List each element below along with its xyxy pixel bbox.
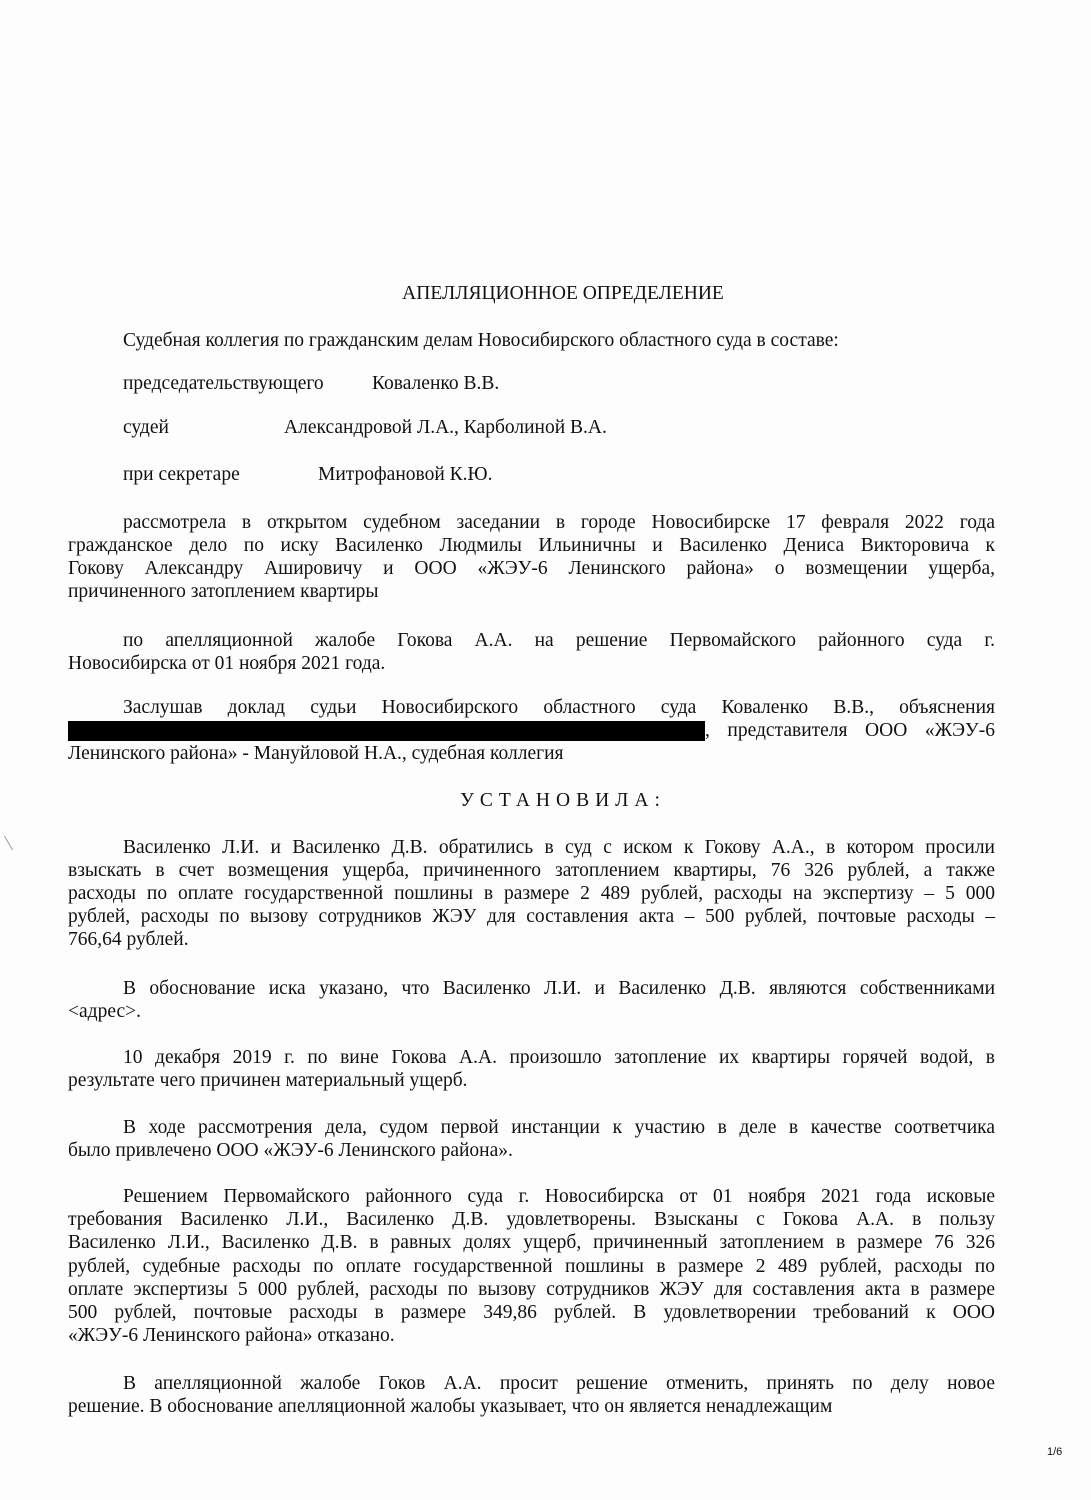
- paragraph-line: взыскать в счет возмещения ущерба, причиненного затоплением квартиры, 76 326 рублей, а также: [68, 860, 995, 881]
- paragraph-line: Новосибирска от 01 ноября 2021 года.: [68, 653, 386, 674]
- paragraph-line: В апелляционной жалобе Гоков А.А. просит решение отменить, принять по делу новое: [123, 1373, 995, 1394]
- paragraph-line: Заслушав доклад судьи Новосибирского областного суда Коваленко В.В., объяснения: [123, 697, 995, 718]
- paragraph-line: причиненного затоплением квартиры: [68, 581, 379, 602]
- paragraph-line: Ленинского района» - Мануйловой Н.А., судебная коллегия: [68, 743, 564, 764]
- paragraph-line: результате чего причинен материальный ущерб.: [68, 1070, 468, 1091]
- paragraph-line: гражданское дело по иску Василенко Людмилы Ильиничны и Василенко Дениса Викторовича к: [68, 535, 995, 556]
- section-heading: УСТАНОВИЛА:: [460, 790, 666, 811]
- paragraph-line: Василенко Л.И., Василенко Д.В. в равных долях ущерб, причиненный затоплением в размере 76 326: [68, 1232, 995, 1253]
- presiding-name: Коваленко В.В.: [372, 373, 500, 394]
- paragraph-line: требования Василенко Л.И., Василенко Д.В. удовлетворены. Взысканы с Гокова А.А. в пользу: [68, 1209, 995, 1230]
- paragraph-line: Решением Первомайского районного суда г. Новосибирска от 01 ноября 2021 года исковые: [123, 1186, 995, 1207]
- presiding-label: председательствующего: [123, 373, 324, 394]
- paragraph-line: Василенко Л.И. и Василенко Д.В. обратились в суд с иском к Гокову А.А., в котором просили: [123, 837, 995, 858]
- paragraph-line: 10 декабря 2019 г. по вине Гокова А.А. произошло затопление их квартиры горячей водой, в: [123, 1047, 995, 1068]
- scan-mark: [4, 836, 13, 850]
- paragraph-line: В ходе рассмотрения дела, судом первой инстанции к участию в деле в качестве соответчика: [123, 1117, 995, 1138]
- paragraph-line: <адрес>.: [68, 1001, 141, 1022]
- paragraph-line: «ЖЭУ-6 Ленинского района» отказано.: [68, 1325, 395, 1346]
- composition-intro: Судебная коллегия по гражданским делам Новосибирского областного суда в составе:: [123, 330, 839, 351]
- paragraph-line: было привлечено ООО «ЖЭУ-6 Ленинского района».: [68, 1140, 513, 1161]
- paragraph-line: расходы по оплате государственной пошлины в размере 2 489 рублей, расходы на экспертизу – 5 000: [68, 883, 995, 904]
- document-title: АПЕЛЛЯЦИОННОЕ ОПРЕДЕЛЕНИЕ: [402, 283, 724, 304]
- judges-label: судей: [123, 417, 169, 438]
- paragraph-line: оплате экспертизы 5 000 рублей, расходы по вызову сотрудников ЖЭУ для составления акта в размере: [68, 1279, 995, 1300]
- paragraph-line: рассмотрела в открытом судебном заседании в городе Новосибирске 17 февраля 2022 года: [123, 512, 995, 533]
- redaction-bar: [68, 721, 705, 741]
- paragraph-line: В обоснование иска указано, что Василенко Л.И. и Василенко Д.В. являются собственниками: [123, 978, 995, 999]
- judges-names: Александровой Л.А., Карболиной В.А.: [284, 417, 607, 438]
- paragraph-line: решение. В обоснование апелляционной жалобы указывает, что он является ненадлежащим: [68, 1396, 833, 1417]
- paragraph-line: рублей, расходы по вызову сотрудников ЖЭУ для составления акта – 500 рублей, почтовые расходы –: [68, 906, 995, 927]
- secretary-label: при секретаре: [123, 464, 240, 485]
- page-number: 1/6: [1047, 1446, 1063, 1458]
- paragraph-line: 500 рублей, почтовые расходы в размере 349,86 рублей. В удовлетворении требований к ООО: [68, 1302, 995, 1323]
- paragraph-line: , представителя ООО «ЖЭУ-6: [705, 720, 995, 741]
- paragraph-line: по апелляционной жалобе Гокова А.А. на решение Первомайского районного суда г.: [123, 630, 995, 651]
- paragraph-line: 766,64 рублей.: [68, 929, 189, 950]
- paragraph-line: Гокову Александру Ашировичу и ООО «ЖЭУ-6 Ленинского района» о возмещении ущерба,: [68, 558, 995, 579]
- paragraph-line: рублей, судебные расходы по оплате государственной пошлины в размере 2 489 рублей, расходы по: [68, 1256, 995, 1277]
- secretary-name: Митрофановой К.Ю.: [318, 464, 493, 485]
